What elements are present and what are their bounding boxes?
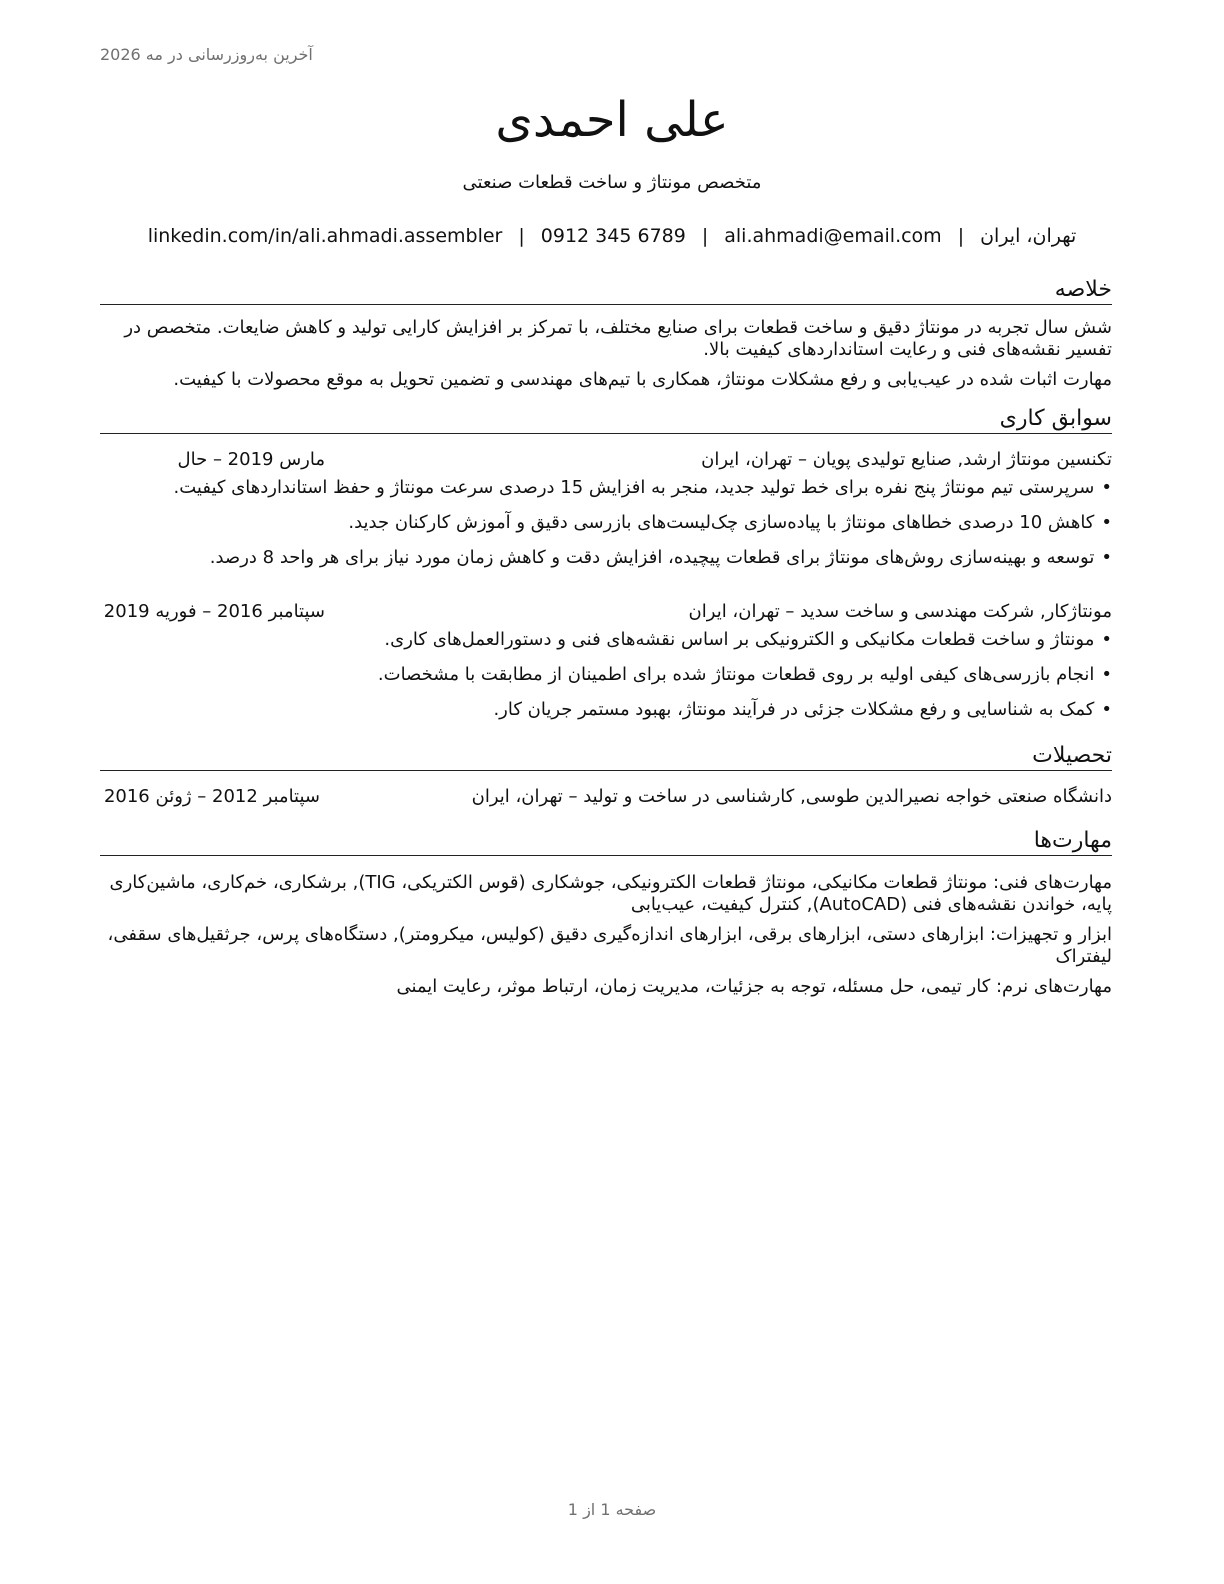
contact-location: تهران، ایران [980,225,1077,247]
job-entry [100,600,1112,722]
contact-email[interactable]: ali.ahmadi@email.com [724,225,942,247]
skills-item: مهارت‌های نرم: کار تیمی، حل مسئله، توجه به جزئیات، مدیریت زمان، ارتباط موثر، رعایت ایمنی [396,976,1112,997]
summary-paragraph: شش سال تجربه در مونتاژ دقیق و ساخت قطعات برای صنایع مختلف، با تمرکز بر افزایش کارایی تولید و کاهش ضایعات. متخصص در تفسیر نقشه‌های فنی و رعایت استانداردهای کیفیت بالا. [124,317,1112,360]
skills-item: ابزار و تجهیزات: ابزارهای دستی، ابزارهای برقی، ابزارهای اندازه‌گیری دقیق (کولیس، میکرومتر), دستگاه‌های پرس، جرثقیل‌های سقفی، لیفتراک [107,924,1112,967]
summary-section [100,276,1112,391]
job-dates: سپتامبر 2016 – فوریه 2019 [103,601,325,622]
skills-section [100,827,1112,998]
education-dates: سپتامبر 2012 – ژوئن 2016 [103,786,320,807]
job-heading: مونتاژکار, شرکت مهندسی و ساخت سدید – تهران، ایران [688,601,1112,622]
job-header [100,600,1112,624]
contact-phone[interactable]: 0912 345 6789 [540,225,686,247]
contact-separator: | [701,225,709,247]
job-heading: تکنسین مونتاژ ارشد, صنایع تولیدی پویان – تهران، ایران [701,449,1112,470]
job-title: متخصص مونتاژ و ساخت قطعات صنعتی [462,172,762,193]
job-bullet: • توسعه و بهینه‌سازی روش‌های مونتاژ برای قطعات پیچیده، افزایش دقت و کاهش زمان مورد نیاز برای هر واحد 8 درصد. [100,546,1112,570]
job-bullet: • کمک به شناسایی و رفع مشکلات جزئی در فرآیند مونتاژ، بهبود مستمر جریان کار. [100,698,1112,722]
education-title: تحصیلات [100,742,1112,771]
education-entry [100,785,1112,809]
page-number: صفحه 1 از 1 [567,1500,657,1519]
job-entry [100,448,1112,570]
last-updated: آخرین به‌روزرسانی در مه 2026 [100,45,313,64]
summary-title: خلاصه [100,276,1112,305]
contact-linkedin[interactable]: linkedin.com/in/ali.ahmadi.assembler [147,225,503,247]
contact-separator: | [957,225,965,247]
job-bullet: • کاهش 10 درصدی خطاهای مونتاژ با پیاده‌سازی چک‌لیست‌های بازرسی دقیق و آموزش کارکنان جدید. [100,511,1112,535]
education-heading: دانشگاه صنعتی خواجه نصیرالدین طوسی, کارشناسی در ساخت و تولید – تهران، ایران [471,786,1112,807]
job-dates: مارس 2019 – حال [177,449,325,470]
job-header [100,448,1112,472]
job-bullet: • انجام بازرسی‌های کیفی اولیه بر روی قطعات مونتاژ شده برای اطمینان از مطابقت با مشخصات. [100,663,1112,687]
contact-line [0,223,1224,249]
job-bullet: • سرپرستی تیم مونتاژ پنج نفره برای خط تولید جدید، منجر به افزایش 15 درصدی سرعت مونتاژ و حفظ استانداردهای کیفیت. [100,476,1112,500]
job-bullets [100,628,1112,722]
job-bullets [100,476,1112,570]
contact-separator: | [518,225,525,247]
skills-title: مهارت‌ها [100,827,1112,856]
education-section [100,742,1112,809]
resume-content [100,276,1112,1006]
skills-item: مهارت‌های فنی: مونتاژ قطعات مکانیکی، مونتاژ قطعات الکترونیکی، جوشکاری (قوس الکتریکی، TIG), برشکاری، خم‌کاری، ماشین‌کاری پایه، خواندن نقشه‌های فنی (AutoCAD), کنترل کیفیت، عیب‌یابی [109,872,1112,915]
person-name: علی احمدی [495,92,729,148]
experience-section [100,405,1112,722]
experience-title: سوابق کاری [100,405,1112,434]
summary-paragraph: مهارت اثبات شده در عیب‌یابی و رفع مشکلات مونتاژ، همکاری با تیم‌های مهندسی و تضمین تحویل به موقع محصولات با کیفیت. [173,369,1112,390]
job-bullet: • مونتاژ و ساخت قطعات مکانیکی و الکترونیکی بر اساس نقشه‌های فنی و دستورالعمل‌های کاری. [100,628,1112,652]
